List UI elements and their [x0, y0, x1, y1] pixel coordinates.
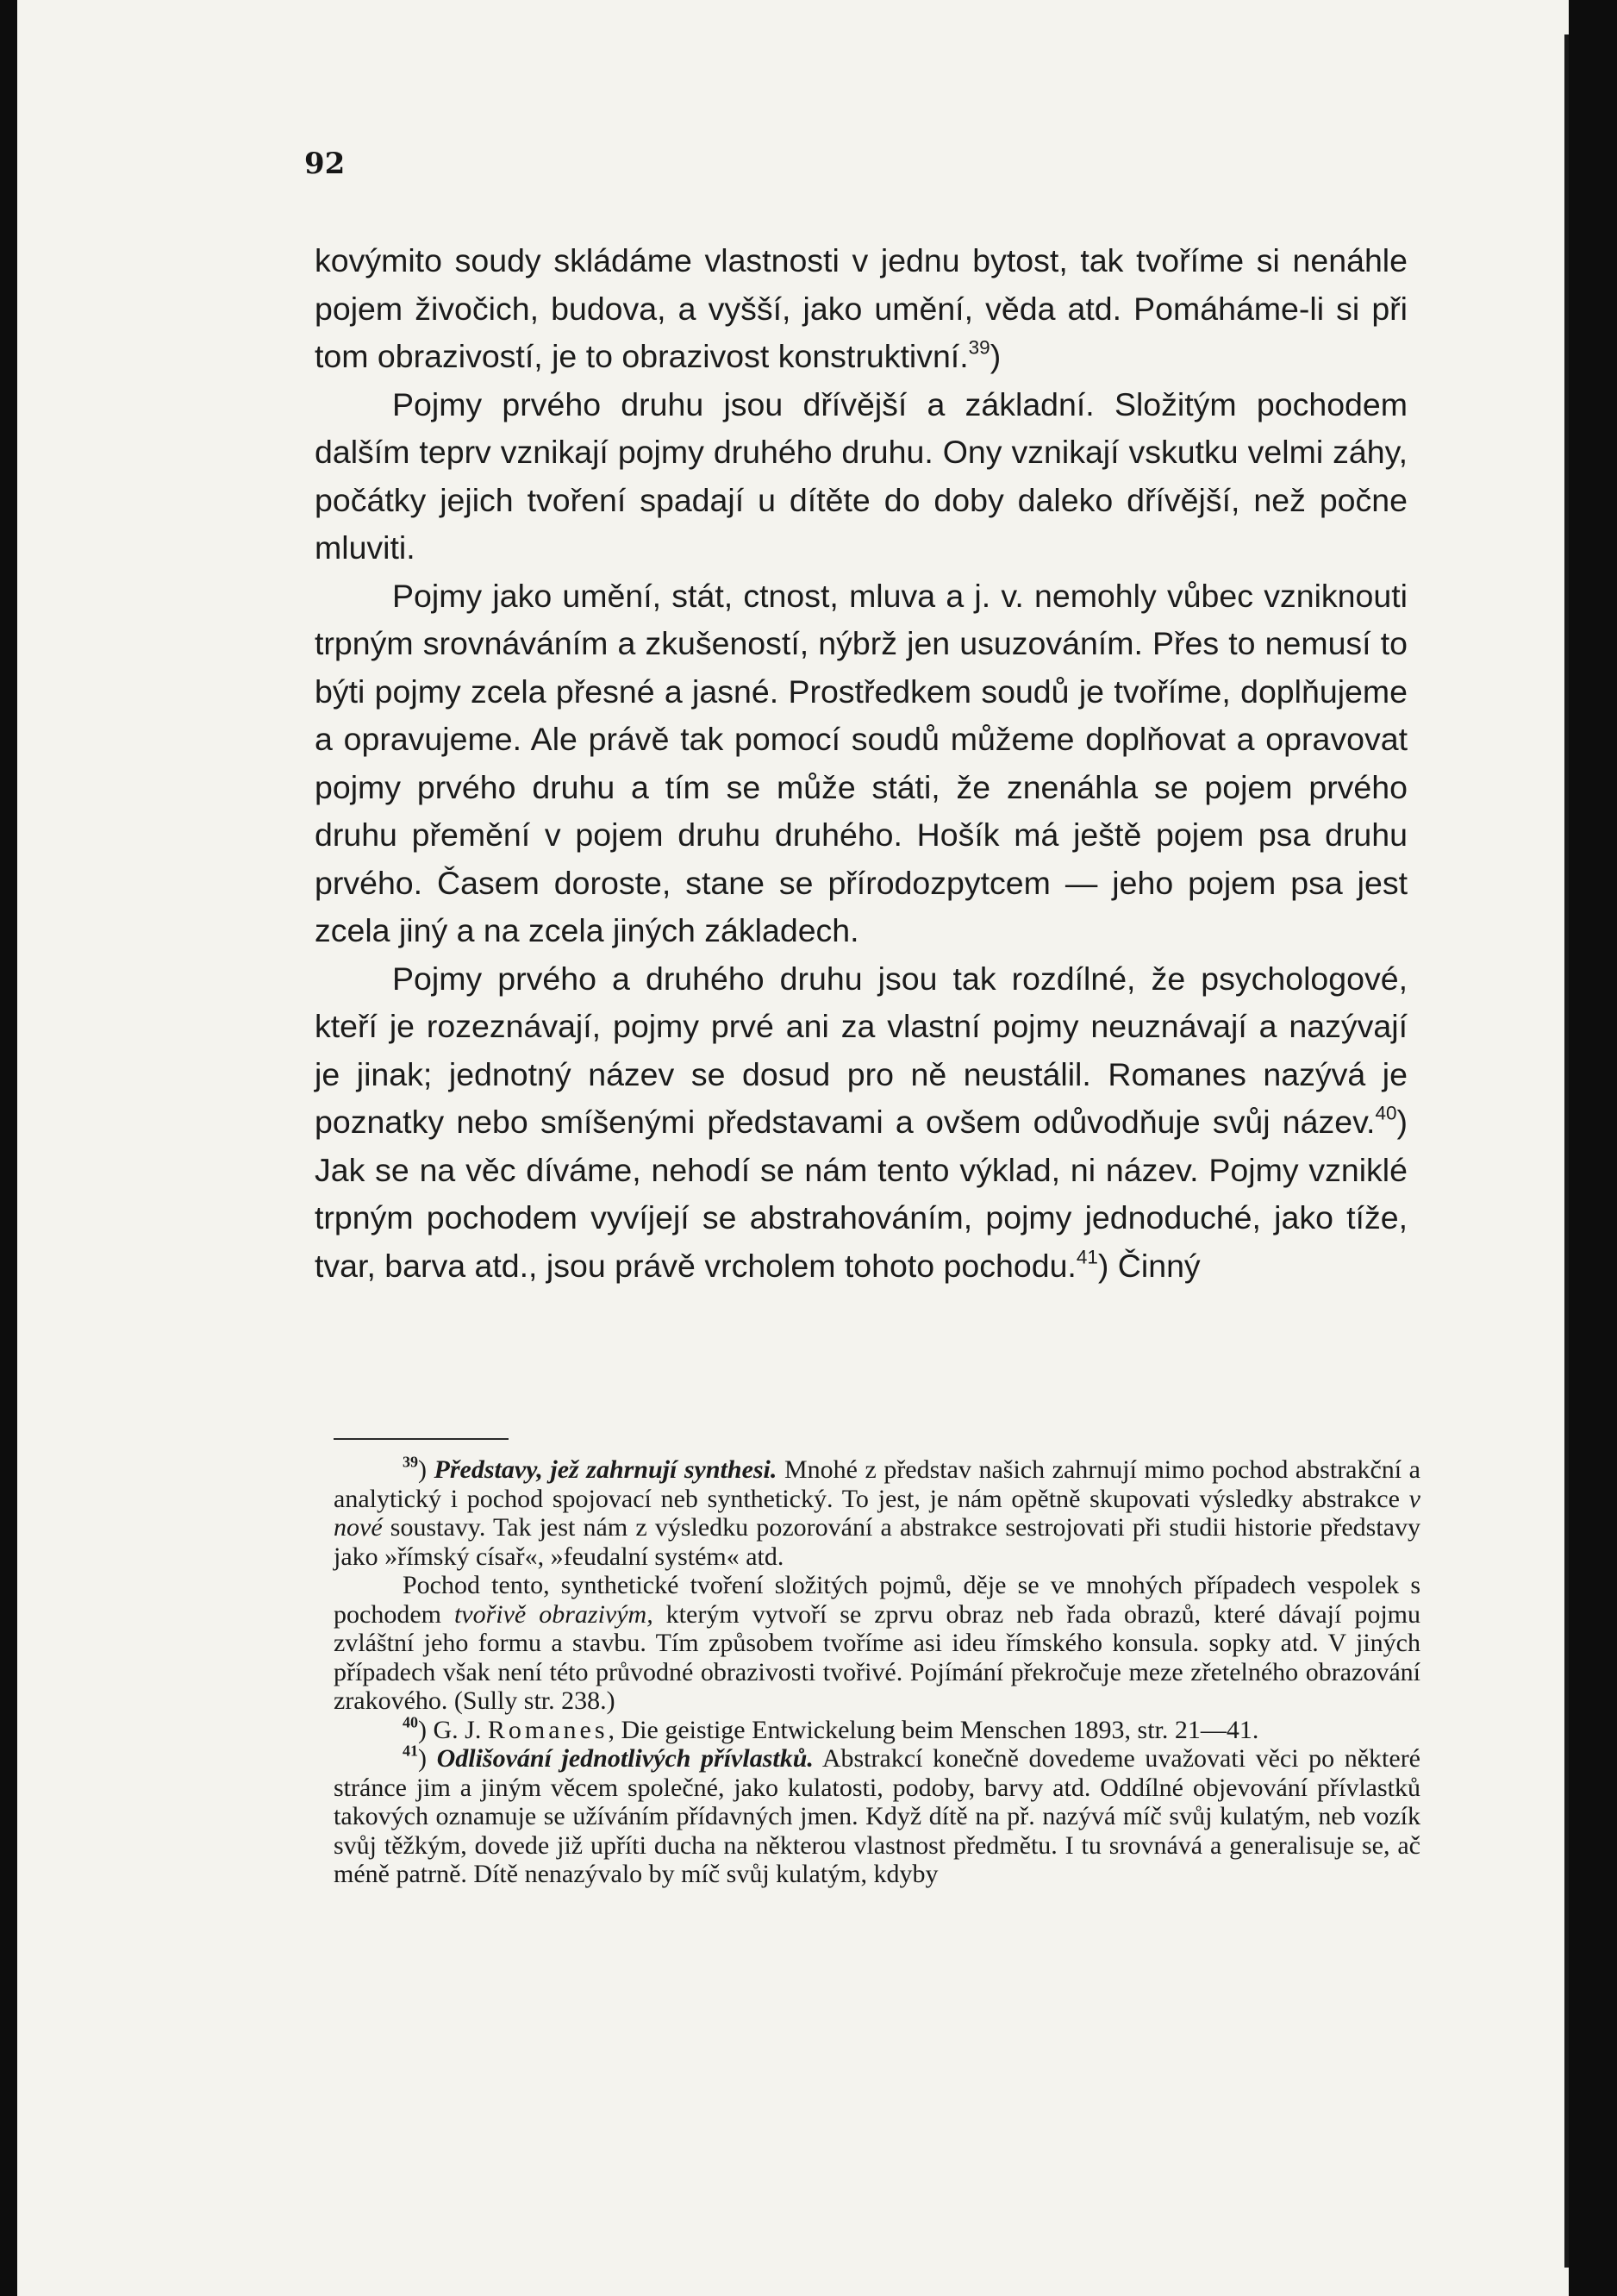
footnote-39-title: Představy, jež zahrnují synthesi. [434, 1455, 777, 1484]
footnote-ref-41: 41 [1076, 1245, 1098, 1267]
paragraph-3: Pojmy jako umění, stát, ctnost, mluva a j. v. nemohly vůbec vzniknouti trpným srovnáváním a zkušeností, nýbrž jen usuzováním. Přes to nemusí to býti pojmy zcela přesné a jasné. Prostředkem soudů je tvoříme, doplňujeme a opravujeme. Ale právě tak pomocí soudů můžeme doplňovat a opravovat pojmy prvého druhu a tím se může státi, že znenáhla se pojem prvého druhu přemění v pojem druhu druhého. Hošík má ještě pojem psa druhu prvého. Časem doroste, stane se přírodozpytcem — jeho pojem psa jest zcela jiný a na zcela jiných základech. [315, 577, 1408, 948]
footnote-40-author: Romanes [487, 1715, 609, 1744]
paragraph-1-text: kovýmito soudy skládáme vlastnosti v jednu bytost, tak tvoříme si nenáhle pojem živočich, budova, a vyšší, jako umění, věda atd. Pomáháme-li si při tom obrazivostí, je to obrazivost konstruktivní. [315, 242, 1408, 374]
footnote-39: $^{39}$) Představy, jež zahrnují synthesi. Mnohé z představ našich zahrnují mimo pochod abstrakční a analytický i pochod spojovací neb synthetický. To jest, je nám opětně skupovati výsledky abstrakce v nové soustavy. Tak jest nám z výsledku pozorování a abstrakce sestrojovati při studii historie představy jako »římský císař«, »feudalní systém« atd. [334, 1453, 1420, 1571]
footnote-ref-39-paren: ) [990, 338, 1002, 374]
footnote-41-label: 41 [403, 1742, 418, 1760]
scan-gutter [1569, 0, 1617, 2296]
footnote-ref-40: 40 [1375, 1102, 1397, 1124]
main-text [315, 237, 1408, 1290]
footnote-40 [334, 1712, 1420, 1745]
paragraph-4-text-b: ) Jak se na věc díváme, nehodí se nám tento výklad, ni název. Pojmy vzniklé trpným pochodem vyvíjejí se abstrahováním, pojmy jednoduché, jako tíže, tvar, barva atd., jsou právě vrcholem tohoto pochodu. [315, 1104, 1408, 1284]
footnote-41-title: Odlišování jednotlivých přívlastků. [436, 1744, 814, 1773]
footnote-39-part-2 [334, 1571, 1420, 1716]
footnote-40-label: 40 [403, 1712, 418, 1730]
footnote-39-p2-b: kterým vytvoří se zprvu obraz neb řada obrazů, které dávají pojmu zvláštní jeho formu a stavbu. Tím způsobem tvoříme asi ideu římského konsula. sopky atd. V jiných případech však není této průvodné obrazivosti tvořivé. Pojímání překročuje meze zřetelného obrazování zrakového. (Sully str. 238.) [334, 1599, 1420, 1715]
paragraph-1 [315, 237, 1408, 381]
footnote-39-p2-a: Pochod tento, synthetické tvoření složitých pojmů, děje se ve mnohých případech vespolek s pochodem [334, 1571, 1420, 1629]
footnote-divider [334, 1438, 509, 1440]
footnote-39-p2-italic: tvořivě obrazivým, [453, 1599, 653, 1629]
footnotes [334, 1455, 1420, 1889]
footnote-41: $^{41}$) Odlišování jednotlivých přívlastků. Abstrakcí konečně dovedeme uvažovati věci po některé stránce jim a jiným věcem společné, jako kulatosti, podoby, barvy atd. Oddílné objevování přívlastků takových oznamuje se užíváním přídavných jmen. Když dítě na př. nazývá míč svůj kulatým, neb vozík svůj těžkým, dovede již upříti ducha na některou vlastnost předmětu. I tu srovnává a generalisuje se, ač méně patrně. Dítě nenazývalo by míč svůj kulatým, kdyby [334, 1742, 1420, 1888]
footnote-41-text: Abstrakcí konečně dovedeme uvažovati věci po některé stránce jim a jiným věcem společné, jako kulatosti, podoby, barvy atd. Oddílné objevování přívlastků takových oznamuje se užíváním přídavných jmen. Když dítě na př. nazývá míč svůj kulatým, neb vozík svůj těžkým, dovede již upříti ducha na některou vlastnost předmětu. I tu srovnává a generalisuje se, ač méně patrně. Dítě nenazývalo by míč svůj kulatým, kdyby [334, 1744, 1420, 1888]
paragraph-4-text-c: ) Činný [1097, 1247, 1201, 1284]
footnote-39-label: 39 [403, 1453, 418, 1471]
page-number: 92 [304, 147, 346, 181]
footnote-39-italic: v nové [334, 1484, 1420, 1542]
book-page [17, 0, 1569, 2296]
footnote-40-text-a: ) G. J. [418, 1715, 488, 1744]
paragraph-2: Pojmy prvého druhu jsou dřívější a základní. Složitým pochodem dalším teprv vznikají pojmy druhého druhu. Ony vznikají vskutku velmi záhy, počátky jejich tvoření spadají u dítěte do doby daleko dřívější, než počne mluviti. [315, 385, 1408, 566]
footnote-39-text-b: soustavy. Tak jest nám z výsledku pozorování a abstrakce sestrojovati při studii historie představy jako »římský císař«, »feudalní systém« atd. [334, 1513, 1420, 1571]
footnote-ref-39: 39 [968, 336, 990, 359]
footnote-39-text-a: Mnohé z představ našich zahrnují mimo pochod abstrakční a analytický i pochod spojovací neb synthetický. To jest, je nám opětně skupovati výsledky abstrakce [334, 1455, 1420, 1513]
footnote-40-text-b: , Die geistige Entwickelung beim Menschen 1893, str. 21—41. [608, 1715, 1259, 1744]
paragraph-4-text-a: Pojmy prvého a druhého druhu jsou tak rozdílné, že psychologové, kteří je rozeznávají, pojmy prvé ani za vlastní pojmy neuznávají a nazývají je jinak; jednotný název se dosud pro ně neustálil. Romanes nazývá je poznatky nebo smíšenými představami a ovšem odůvodňuje svůj název. [315, 960, 1408, 1140]
paragraph-4 [315, 955, 1408, 1291]
